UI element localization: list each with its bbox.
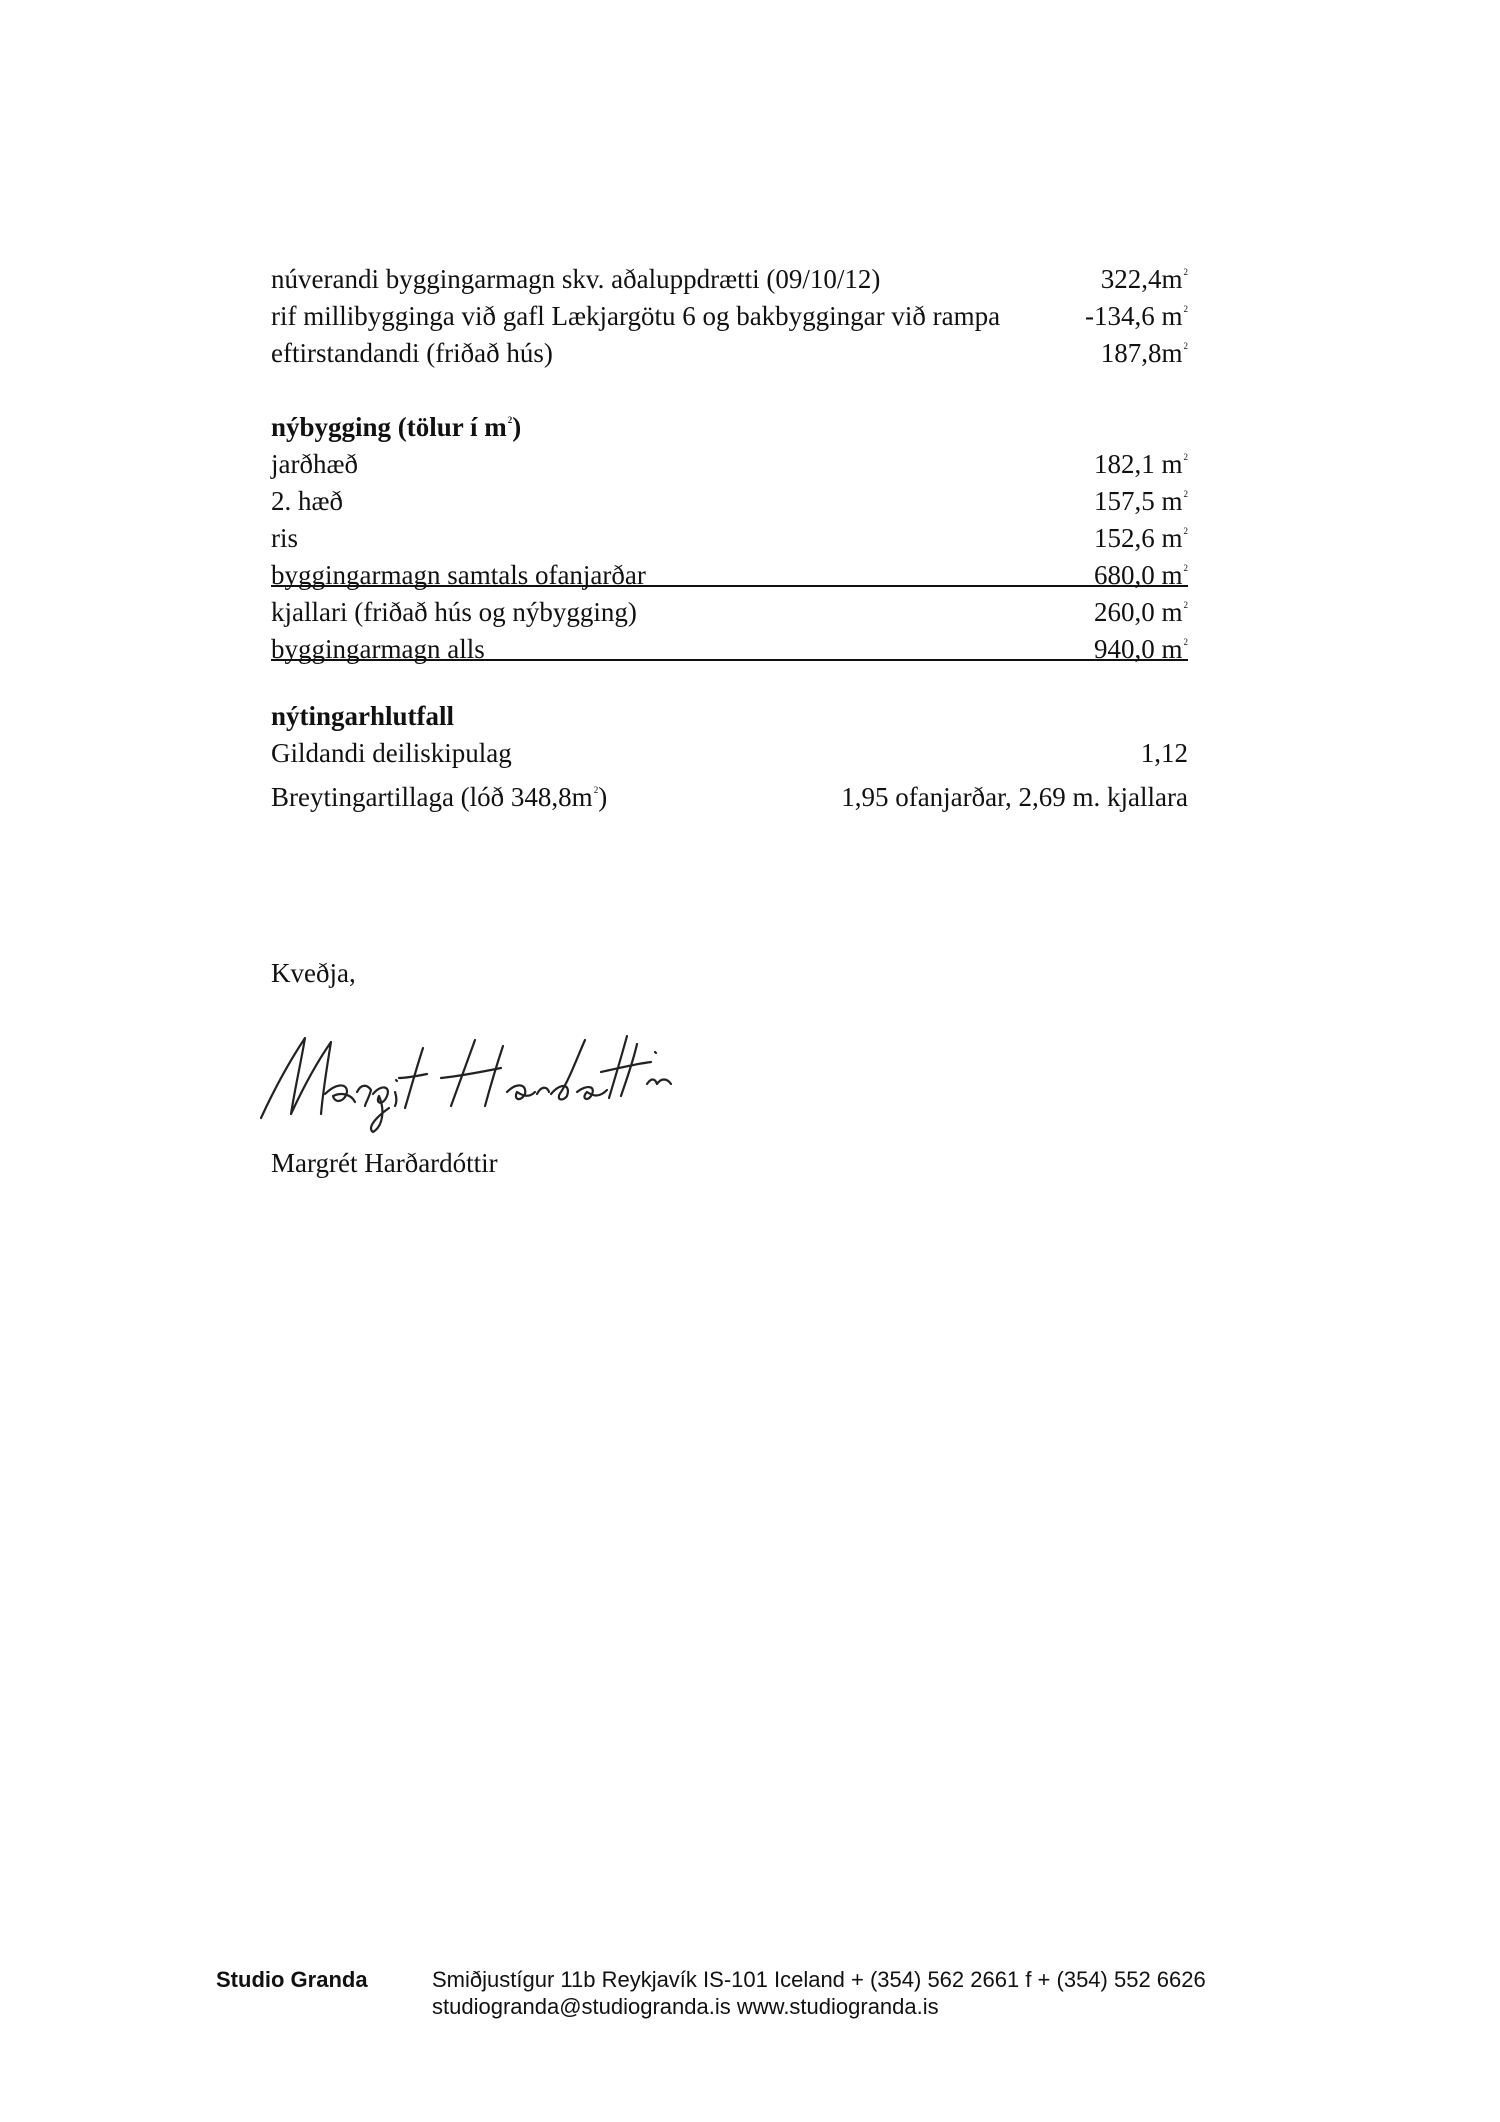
contact-line: studiogranda@studiogranda.is www.studiogranda.is	[432, 1994, 939, 2019]
signatory-name: Margrét Harðardóttir	[271, 1148, 498, 1178]
address-line: Smiðjustígur 11b Reykjavík IS-101 Iceland + (354) 562 2661 f + (354) 552 6626	[432, 1967, 1206, 1992]
grand-total-row: byggingarmagn alls 940,0 $m^2$	[271, 624, 1188, 661]
above-ground-total-row: byggingarmagn samtals ofanjarðar 680,0 $m^2$	[271, 550, 1188, 587]
existing-label: eftirstandandi (friðað hús)	[271, 338, 553, 368]
new-building-row: 2. hæð 157,5 $m^2$	[271, 486, 1188, 516]
company-contact	[432, 1966, 1206, 2020]
utilization-heading: nýtingarhlutfall	[271, 701, 455, 731]
new-building-row: kjallari (friðað hús og nýbygging) 260,0 $m^2$	[271, 597, 1188, 627]
handwritten-signature	[255, 1022, 685, 1144]
utilization-row: Breytingartillaga (lóð $348,8m^2$) 1,95 ofanjarðar, 2,69 m. kjallara	[271, 782, 1188, 812]
new-building-heading: nýbygging (tölur í $m^2$)	[271, 412, 522, 442]
existing-row-1	[271, 254, 1188, 294]
existing-value: -134,6 $m^2$	[1085, 301, 1188, 331]
existing-value: $187,8m^2$	[1100, 338, 1188, 368]
existing-label: rif millibygginga við gafl Lækjargötu 6 og bakbyggingar við rampa	[271, 301, 1001, 331]
new-building-row: jarðhæð 182,1 $m^2$	[271, 449, 1188, 479]
existing-label: núverandi byggingarmagn skv. aðaluppdrætti (09/10/12)	[271, 264, 881, 294]
existing-value: $322,4m^2$	[1100, 264, 1188, 294]
new-building-row: ris 152,6 $m^2$	[271, 523, 1188, 553]
letter-body	[271, 254, 1188, 812]
utilization-row: Gildandi deiliskipulag 1,12	[271, 738, 1188, 768]
company-name: Studio Granda	[216, 1967, 368, 1992]
closing-greeting: Kveðja,	[271, 958, 356, 988]
